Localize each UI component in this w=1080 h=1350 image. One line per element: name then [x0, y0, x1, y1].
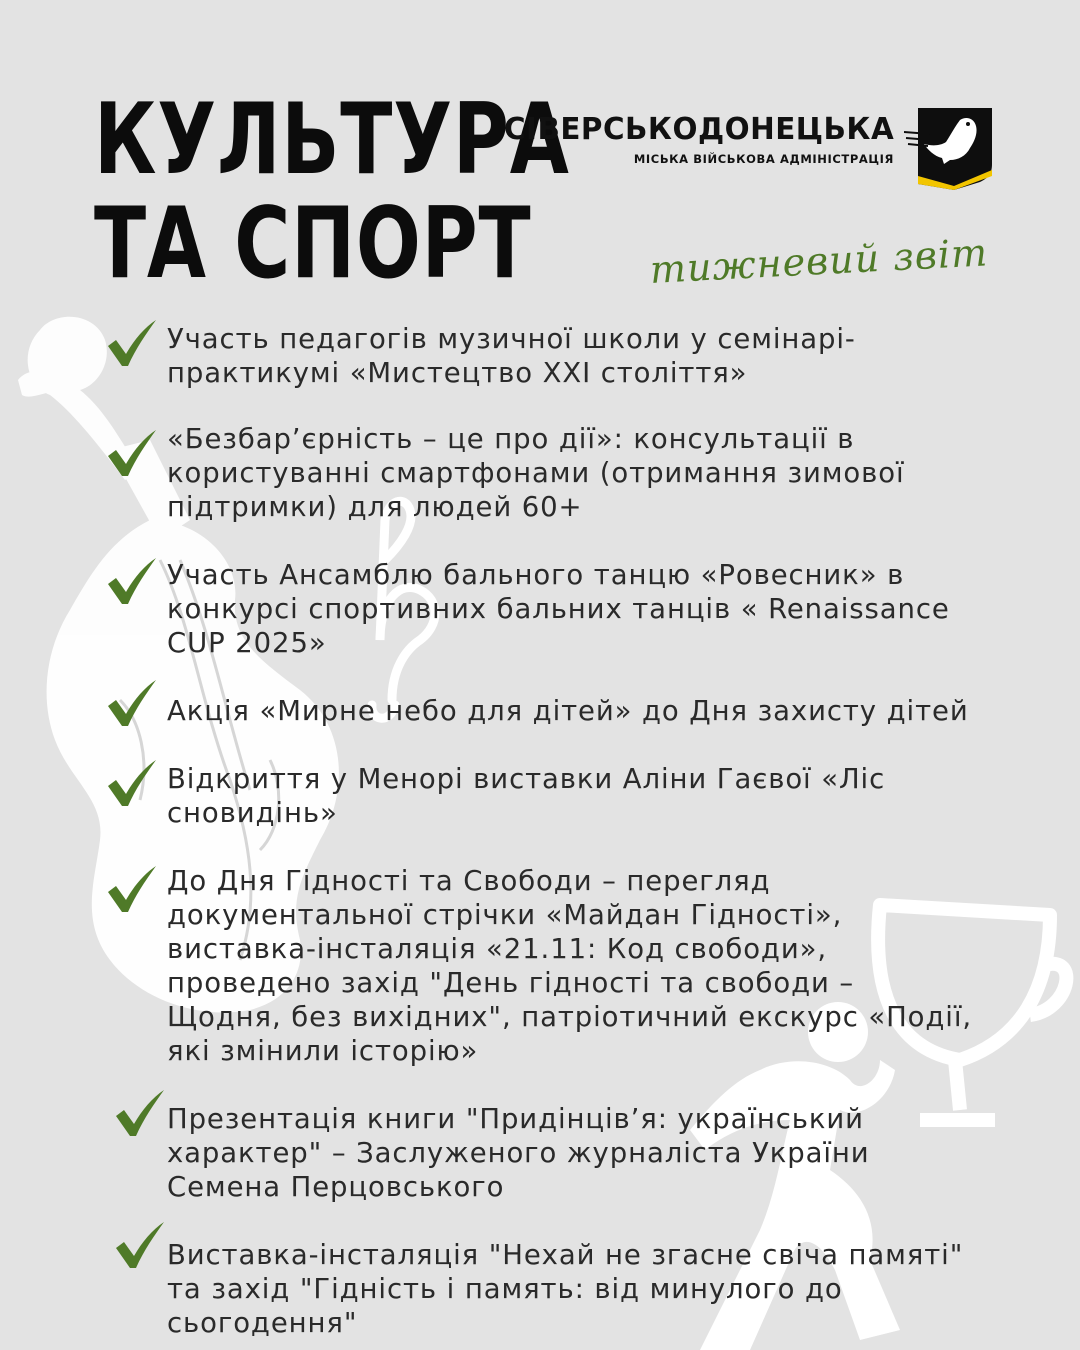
list-item-text: Участь Ансамблю бального танцю «Ровесник» в конкурсі спортивних бальних танців « Renaissance CUP 2025» [167, 559, 950, 659]
list-item-text: Виставка-інсталяція "Нехай не згасне свіча памяті" та захід "Гідність і память: від минулого до сьогодення" [167, 1239, 964, 1339]
checkmark-icon [106, 680, 158, 728]
checkmark-icon [106, 430, 158, 478]
checkmark-icon [106, 866, 158, 914]
logo [496, 112, 894, 166]
checkmark-icon [114, 1090, 166, 1138]
checkmark-icon [106, 558, 158, 606]
list-item-text: Акція «Мирне небо для дітей» до Дня захисту дітей [167, 695, 969, 727]
title-line-1: КУЛЬТУРА [94, 83, 570, 197]
logo-name: СІВЕРСЬКОДОНЕЦЬКА [503, 112, 894, 147]
list-item-text: Участь педагогів музичної школи у семінарі- практикумі «Мистецтво XXI століття» [167, 323, 856, 389]
checkmark-icon [114, 1222, 166, 1270]
checkmark-icon [106, 760, 158, 808]
list-item-text: «Безбар’єрність – це про дії»: консультації в користуванні смартфонами (отримання зимової підтримки) для людей 60+ [167, 423, 905, 523]
title-line-2: ТА СПОРТ [94, 187, 532, 301]
crow-shield-icon [904, 104, 996, 192]
logo-subname: МІСЬКА ВІЙСЬКОВА АДМІНІСТРАЦІЯ [633, 152, 894, 166]
list-item-text: Презентація книги "Придінців’я: український характер" – Заслуженого журналіста України Семена Перцовського [167, 1103, 870, 1203]
subtitle: тижневий звіт [648, 230, 990, 292]
checkmark-icon [106, 320, 158, 368]
list-item-text: Відкриття у Менорі виставки Аліни Гаєвої «Ліс сновидінь» [167, 763, 886, 829]
list-item-text: До Дня Гідності та Свободи – перегляд документальної стрічки «Майдан Гідності», виставка-інсталяція «21.11: Код свободи», проведено захід "День гідності та свободи – Щодня, без вихідних", патріотичний екскурс «Події, які змінили історію» [167, 865, 973, 1067]
